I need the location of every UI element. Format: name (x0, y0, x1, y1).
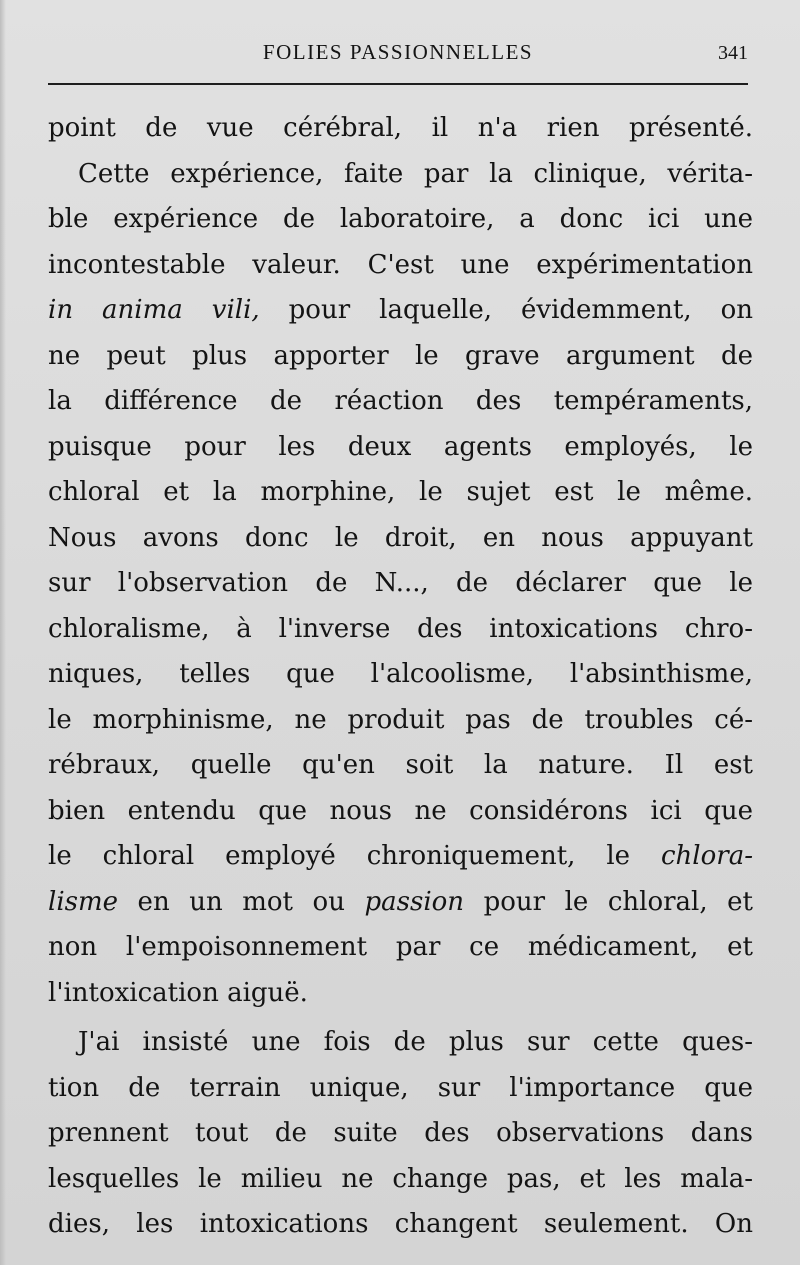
text-line: la différence de réaction des tempéraments, (48, 386, 753, 416)
text-line (48, 288, 753, 334)
text-segment: le chloral employé chroniquement, le (48, 841, 661, 871)
italic-phrase: lisme (48, 886, 119, 917)
running-title: FOLIES PASSIONNELLES (262, 40, 534, 64)
text-line: bien entendu que nous ne considérons ici que (48, 795, 753, 826)
text-line: rébraux, quelle qu'en soit la nature. Il est (48, 750, 753, 780)
page-edge-shadow (0, 0, 6, 1265)
italic-phrase: passion (364, 886, 465, 917)
text-line: sur l'observation de N..., de déclarer que le (48, 568, 753, 598)
text-line: dies, les intoxications changent seulement. On (48, 1209, 753, 1239)
text-segment: en un mot ou (118, 886, 365, 917)
text-line: chloralisme, à l'inverse des intoxications chro- (48, 613, 753, 644)
text-line: puisque pour les deux agents employés, le (48, 431, 753, 462)
italic-phrase: chlora- (661, 841, 753, 871)
text-line: niques, telles que l'alcoolisme, l'absinthisme, (48, 659, 753, 689)
text-segment: pour laquelle, évidemment, on (259, 295, 753, 325)
text-line: ble expérience de laboratoire, a donc ici une (48, 204, 753, 234)
text-segment: pour le chloral, et (464, 886, 753, 917)
text-line: lesquelles le milieu ne change pas, et les mala- (48, 1163, 753, 1194)
text-line (48, 834, 753, 880)
text-line (48, 880, 753, 926)
text-line: incontestable valeur. C'est une expérimentation (48, 249, 753, 280)
text-line: point de vue cérébral, il n'a rien présenté. (48, 113, 753, 143)
text-line: chloral et la morphine, le sujet est le même. (48, 477, 753, 507)
text-line: prennent tout de suite des observations dans (48, 1118, 753, 1148)
italic-phrase: in anima vili, (48, 295, 260, 325)
body-text (48, 106, 753, 1248)
text-line: le morphinisme, ne produit pas de troubles cé- (48, 704, 753, 735)
page-header (48, 38, 748, 70)
text-line: tion de terrain unique, sur l'importance que (48, 1072, 753, 1103)
page-number: 341 (718, 42, 748, 64)
text-line: Cette expérience, faite par la clinique, vérita- (78, 158, 753, 189)
text-line: Nous avons donc le droit, en nous appuyant (48, 522, 753, 553)
text-line: J'ai insisté une fois de plus sur cette ques- (78, 1027, 753, 1057)
text-line: l'intoxication aiguë. (48, 977, 308, 1008)
text-line: non l'empoisonnement par ce médicament, et (48, 932, 753, 962)
header-rule (48, 83, 748, 85)
text-line: ne peut plus apporter le grave argument de (48, 340, 753, 371)
